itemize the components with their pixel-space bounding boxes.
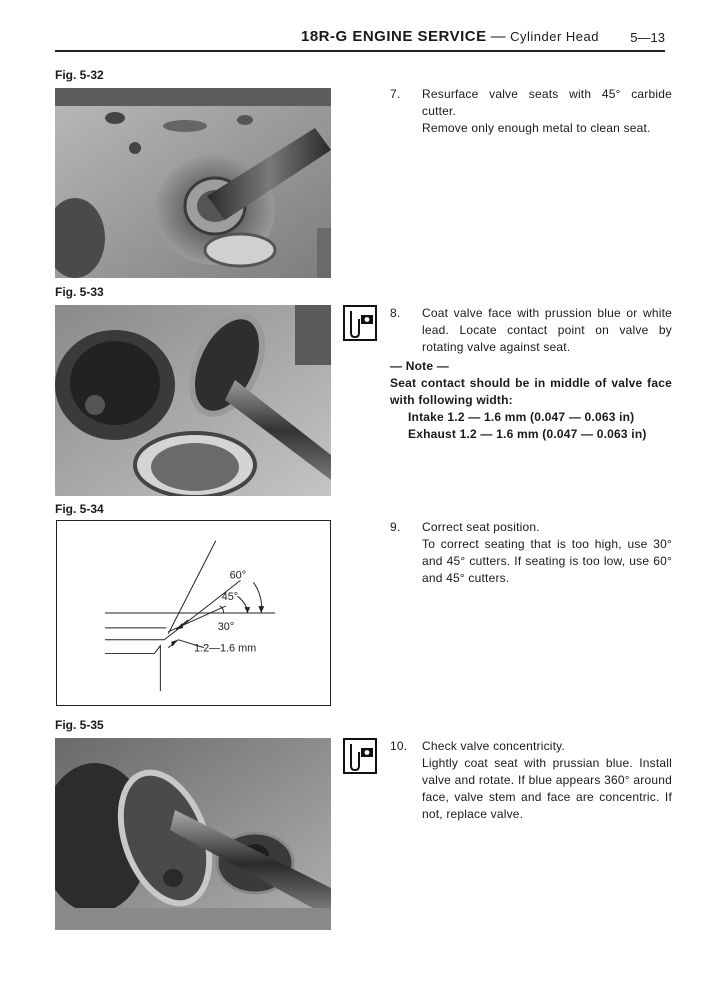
step-7 [390, 86, 672, 137]
angle-45-label: 45° [221, 591, 239, 604]
port-wall [154, 646, 160, 692]
fig-5-32-photo [55, 88, 331, 278]
note-heading: — Note — [390, 359, 449, 373]
step-number: 9. [390, 520, 401, 534]
angle-60-line [168, 541, 215, 634]
spec-intake: Intake 1.2 — 1.6 mm (0.047 — 0.063 in) [408, 410, 635, 424]
seat-width-label: 1.2—1.6 mm [193, 642, 257, 655]
step-text: Correct seat position. [422, 520, 540, 534]
inspection-eye-icon [343, 305, 377, 341]
step-text: Remove only enough metal to clean seat. [422, 121, 651, 135]
header-title [301, 28, 599, 45]
fig-5-34-label: Fig. 5-34 [55, 502, 104, 516]
step-text: Lightly coat seat with prussian blue. Install valve and rotate. If blue appears 360° around face, valve stem and face are concentric. If not, replace valve. [422, 756, 672, 821]
step-9 [390, 519, 672, 587]
fig-5-32-label: Fig. 5-32 [55, 68, 104, 82]
page-header [55, 28, 665, 52]
step-8 [390, 305, 672, 443]
fig-5-35-label: Fig. 5-35 [55, 718, 104, 732]
step-number: 7. [390, 87, 401, 101]
fig-5-35-photo [55, 738, 331, 930]
fig-5-33-photo [55, 305, 331, 496]
fig-5-33-label: Fig. 5-33 [55, 285, 104, 299]
step-10 [390, 738, 672, 823]
step-text: Check valve concentricity. [422, 739, 566, 753]
step-text: Resurface valve seats with 45° carbide cutter. [422, 87, 672, 118]
inspection-eye-icon [343, 738, 377, 774]
spec-exhaust: Exhaust 1.2 — 1.6 mm (0.047 — 0.063 in) [408, 427, 647, 441]
angle-45-arc [238, 596, 248, 613]
step-text: Coat valve face with prussion blue or white lead. Locate contact point on valve by rotating valve against seat. [422, 306, 672, 354]
step-number: 10. [390, 739, 408, 753]
step-number: 8. [390, 306, 401, 320]
header-subtitle: Cylinder Head [510, 29, 599, 44]
header-separator: — [490, 28, 507, 45]
header-section-title: 18R-G ENGINE SERVICE [301, 28, 487, 45]
step-text: To correct seating that is too high, use 30° and 45° cutters. If seating is too low, use 60° and 45° cutters. [422, 537, 672, 585]
angle-30-label: 30° [217, 620, 235, 633]
angle-60-label: 60° [229, 569, 247, 582]
page-number: 5—13 [630, 30, 665, 45]
note-body: Seat contact should be in middle of valve face with following width: [390, 376, 672, 407]
valve-seat-angle-diagram [56, 520, 331, 706]
